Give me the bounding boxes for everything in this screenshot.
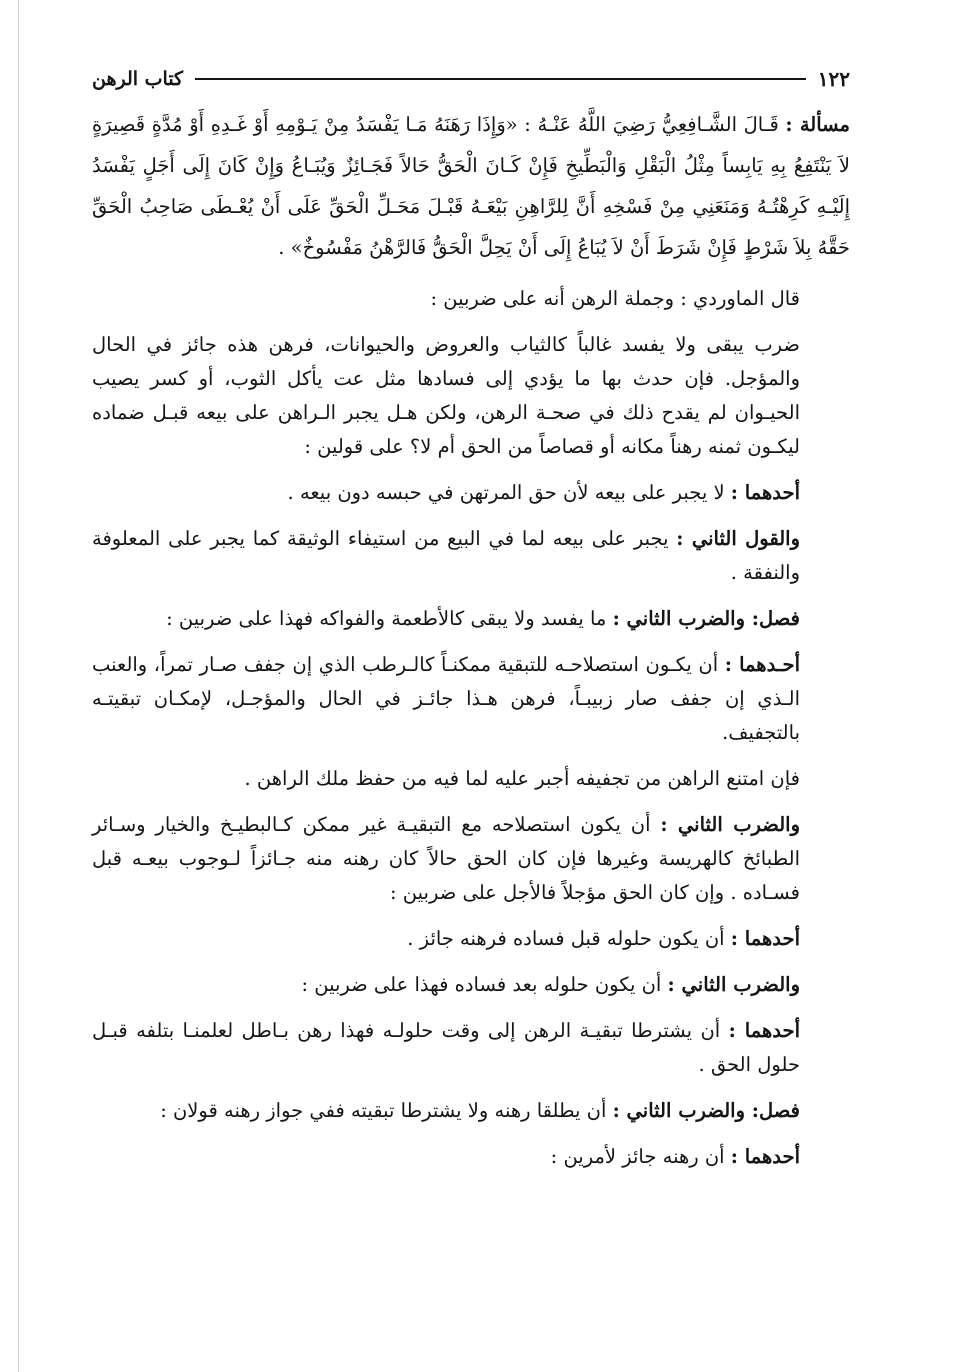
paragraph-text: أن يكون حلوله قبل فساده فرهنه جائز . bbox=[407, 927, 731, 950]
paragraph-text: أن يكون حلوله بعد فساده فهذا على ضربين : bbox=[301, 973, 668, 996]
paragraph-text: يجبر على بيعه لما في البيع من استيفاء الوثيقة كما يجبر على المعلوفة والنفقة . bbox=[92, 527, 800, 584]
book-title: كتاب الرهن bbox=[92, 68, 184, 90]
paragraph-lead: أحدهما : bbox=[728, 1019, 800, 1042]
paragraph bbox=[92, 922, 850, 956]
paragraph bbox=[92, 282, 850, 316]
paragraph-lead: والضرب الثاني : bbox=[667, 973, 800, 996]
paragraph-text: أن يكون استصلاحه مع التبقيـة غير ممكن كـالبطيـخ والخيار وسـائر الطبائخ كالهريسة وغيرها فإن كان الحق حالاً كان رهنه منه جـائزاً لـوجوب بيعـه قبل فسـاده . وإن كان الحق مؤجلاً فالأجل على ضربين : bbox=[92, 813, 800, 904]
paragraph-lead: والقول الثاني : bbox=[676, 527, 800, 550]
paragraph-lead: أحدهما : bbox=[730, 927, 800, 950]
page-number: ١٢٢ bbox=[817, 67, 850, 91]
paragraph bbox=[92, 648, 850, 750]
masala-paragraph bbox=[92, 104, 850, 268]
paragraph bbox=[92, 1140, 850, 1174]
header-rule bbox=[195, 78, 806, 80]
paragraph-lead: والضرب الثاني : bbox=[660, 813, 800, 836]
running-header bbox=[92, 64, 850, 94]
section-paragraph bbox=[92, 602, 850, 636]
paragraph-text: ضرب يبقى ولا يفسد غالباً كالثياب والعروض والحيوانات، فرهن هذه جائز في الحال والمؤجل. فإن حدث بها ما يؤدي إلى فسادها مثل عت يأكل الثوب، أو كسر يصيب الحيـوان لم يقدح ذلك في صحـة الرهن، ولكن هـل يجبر الـراهن على بيعه قبـل ضماده ليكـون ثمنه رهناً مكانه أو قصاصاً من الحق أم لا؟ على قولين : bbox=[92, 333, 800, 458]
paragraph bbox=[92, 522, 850, 590]
paragraph bbox=[92, 476, 850, 510]
paragraph-text: ما يفسد ولا يبقى كالأطعمة والفواكه فهذا على ضربين : bbox=[166, 607, 613, 630]
paragraph-lead: أحدهما : bbox=[730, 1145, 800, 1168]
paragraph bbox=[92, 762, 850, 796]
paragraph-text: لا يجبر على بيعه لأن حق المرتهن في حبسه دون بيعه . bbox=[287, 481, 731, 504]
paragraph bbox=[92, 808, 850, 910]
section-paragraph bbox=[92, 1094, 850, 1128]
page-binding-edge bbox=[18, 0, 19, 1372]
paragraph-lead: فصل: والضرب الثاني : bbox=[612, 1099, 800, 1122]
paragraph-text: قَـالَ الشَّـافِعِيُّ رَضِيَ اللَّهُ عَنْـهُ : «وَإِذَا رَهَنَهُ مَـا يَفْسَدُ مِنْ يَـوْمِهِ أَوْ غَـدِهِ أَوْ مُدَّةٍ قَصِيرَةٍ لاَ يَنْتَفِعُ بِهِ يَابِساً مِثْلُ الْبَقْلِ وَالْبَطِّيخِ فَإِنْ كَـانَ الْحَقُّ حَالاً فَجَـائِزٌ وَيُبَـاعُ وَإِنْ كَانَ إِلَى أَجَلٍ يَفْسَدُ إِلَيْـهِ كَرِهْتُـهُ وَمَنَعَنِي مِنْ فَسْخِهِ أَنَّ لِلرَّاهِنِ بَيْعَـهُ قَبْـلَ مَحَـلِّ الْحَقِّ عَلَى أَنْ يُعْـطَى صَاحِبُ الْحَقِّ حَقَّهُ بِلاَ شَرْطٍ فَإِنْ شَرَطَ أَنْ لاَ يُبَاعُ إِلَى أَنْ يَحِلَّ الْحَقُّ فَالرَّهْنُ مَفْسُوخٌ» . bbox=[92, 113, 850, 259]
paragraph-text: أن رهنه جائز لأمرين : bbox=[550, 1145, 731, 1168]
paragraph-lead: فصل: والضرب الثاني : bbox=[612, 607, 800, 630]
paragraph bbox=[92, 328, 850, 464]
paragraph-text: أن يطلقا رهنه ولا يشترطا تبقيته ففي جواز رهنه قولان : bbox=[160, 1099, 613, 1122]
paragraph-lead: أحـدهما : bbox=[724, 653, 800, 676]
paragraph-text: أن يشترطا تبقيـة الرهن إلى وقت حلولـه فهذا رهن بـاطل لعلمنـا بتلفه قبـل حلول الحق . bbox=[92, 1019, 800, 1076]
paragraph bbox=[92, 968, 850, 1002]
paragraph-text: قال الماوردي : وجملة الرهن أنه على ضربين : bbox=[430, 287, 800, 310]
paragraph-text: فإن امتنع الراهن من تجفيفه أجبر عليه لما فيه من حفظ ملك الراهن . bbox=[244, 767, 800, 790]
paragraph-lead: أحدهما : bbox=[730, 481, 800, 504]
page-body bbox=[92, 104, 850, 1186]
paragraph-lead: مسألة : bbox=[785, 113, 851, 136]
paragraph bbox=[92, 1014, 850, 1082]
paragraph-text: أن يكـون استصلاحـه للتبقية ممكنـاً كالـرطب الذي إن جفف صـار تمراً، والعنب الـذي إن جفف صار زبيبـاً، فرهن هـذا جائـز في الحال والمؤجـل، لإمكـان تبقيتـه بالتجفيف. bbox=[92, 653, 800, 744]
